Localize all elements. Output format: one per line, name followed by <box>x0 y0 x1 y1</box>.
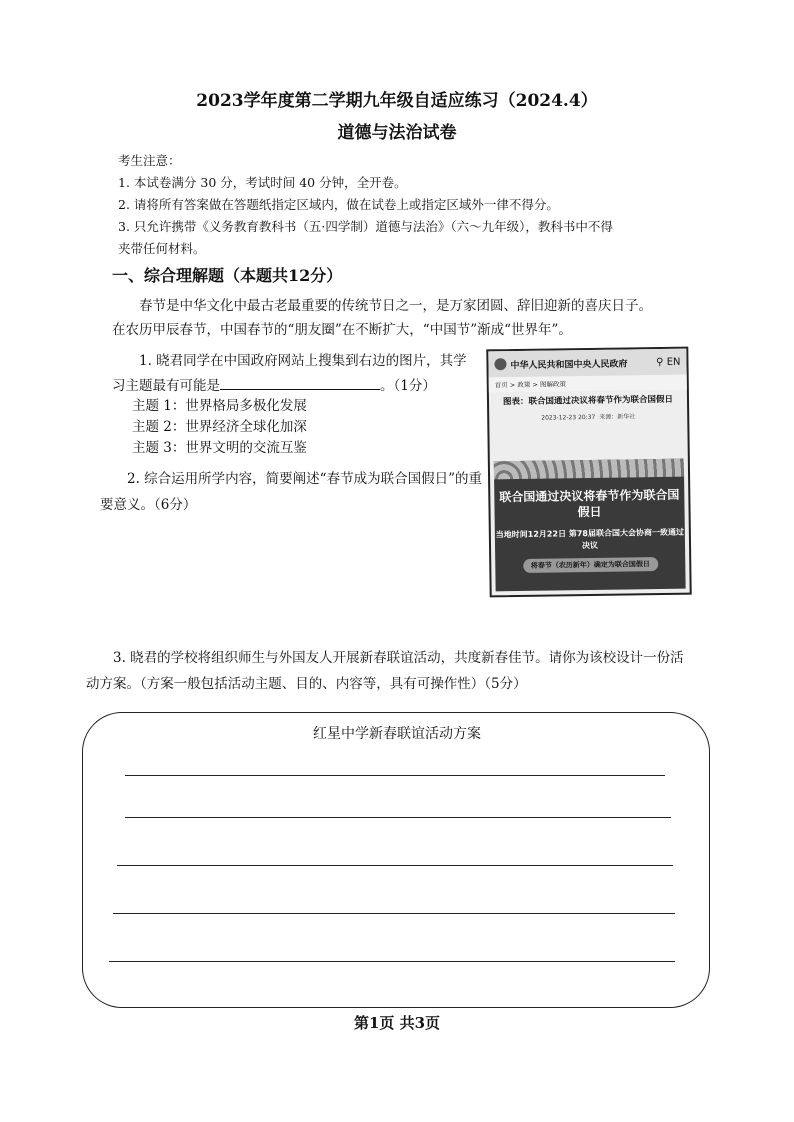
answer-box-title: 红星中学新春联谊活动方案 <box>313 726 481 742</box>
picture-source: 来源：新华社 <box>599 413 636 421</box>
page-number: 第1页 共3页 <box>353 1014 441 1032</box>
section-title: 一、综合理解题（本题共12分） <box>112 266 343 285</box>
question-2: 2. 综合运用所学内容，简要阐述“春节成为联合国假日”的重要意义。（6分） <box>100 471 482 513</box>
search-icon: ⚲ <box>656 356 664 368</box>
banner-pill: 将春节（农历新年）确定为联合国假日 <box>523 557 658 573</box>
answer-line[interactable] <box>125 775 665 776</box>
section-intro: 春节是中华文化中最古老最重要的传统节日之一，是万家团圆、辞旧迎新的喜庆日子。在农历甲辰春节，中国春节的“朋友圈”在不断扩大，“中国节”渐成“世界年”。 <box>112 298 652 338</box>
picture-header <box>488 349 686 378</box>
question-3: 3. 晓君的学校将组织师生与外国友人开展新春联谊活动，共度新春佳节。请你为该校设计一份活动方案。（方案一般包括活动主题、目的、内容等，具有可操作性）（5分） <box>86 650 684 692</box>
theme-item: 主题 3：世界文明的交流互鉴 <box>132 440 307 456</box>
picture-headline: 图表：联合国通过决议将春节作为联合国假日 <box>502 394 674 408</box>
theme-item: 主题 1：世界格局多极化发展 <box>132 398 307 414</box>
question-1 <box>112 349 480 398</box>
answer-blank[interactable] <box>220 373 380 390</box>
note-item: 3. 只允许携带《义务教育教科书（五·四学制）道德与法治》（六～九年级），教科书中不得 <box>118 219 613 234</box>
question-1-text: 1. 晓君同学在中国政府网站上搜集到右边的图片，其学习主题最有可能是 <box>112 353 467 394</box>
theme-item: 主题 2：世界经济全球化加深 <box>132 419 307 435</box>
picture-banner <box>494 459 686 592</box>
answer-line[interactable] <box>125 817 671 818</box>
picture-breadcrumb: 首页 > 政策 > 图解政策 <box>489 375 687 393</box>
gov-website-picture <box>486 347 691 598</box>
national-emblem-icon <box>494 358 506 370</box>
answer-line[interactable] <box>117 865 673 866</box>
notes-heading: 考生注意： <box>118 153 181 168</box>
exam-title: 2023学年度第二学期九年级自适应练习（2024.4） <box>196 91 598 111</box>
note-item: 夹带任何材料。 <box>118 241 206 256</box>
exam-subtitle: 道德与法治试卷 <box>337 123 457 143</box>
banner-title: 联合国通过决议将春节作为联合国假日 <box>499 487 680 520</box>
banner-subtitle: 当地时间12月22日 第78届联合国大会协商一致通过决议 <box>495 527 685 551</box>
picture-lang: EN <box>666 356 681 368</box>
theme-list <box>132 396 307 459</box>
answer-line[interactable] <box>109 961 675 962</box>
note-item: 2. 请将所有答案做在答题纸指定区域内，做在试卷上或指定区域外一律不得分。 <box>118 197 559 212</box>
candidate-notes <box>118 150 678 260</box>
picture-site-name: 中华人民共和国中央人民政府 <box>510 358 628 371</box>
question-1-score: 。（1分） <box>380 378 436 394</box>
answer-box <box>82 712 710 1008</box>
picture-date: 2023-12-23 20:37 <box>541 413 596 422</box>
note-item: 1. 本试卷满分 30 分，考试时间 40 分钟，全开卷。 <box>118 175 407 190</box>
answer-line[interactable] <box>113 913 675 914</box>
cloud-pattern-icon <box>494 459 684 480</box>
